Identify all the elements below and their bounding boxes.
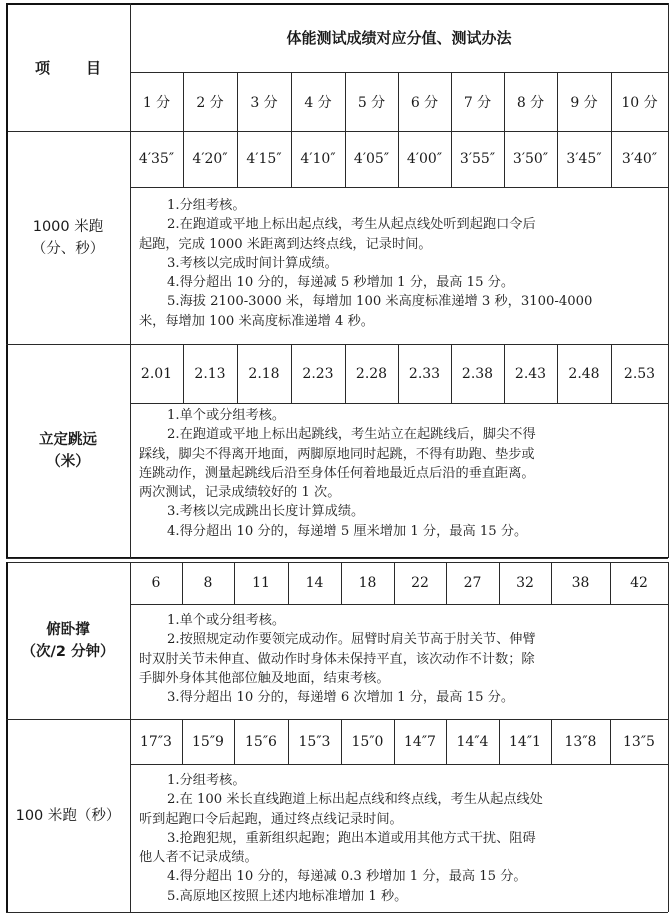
score-value-cell: 27 [463, 575, 482, 591]
grid-line-vertical [611, 131, 612, 187]
test-method-line: 2.按照规定动作要领完成动作。屈臂时肩关节高于肘关节、伸臂 [167, 632, 536, 648]
project-header [6, 3, 130, 131]
score-value-cell: 2.23 [302, 365, 334, 382]
score-value-cell: 8 [203, 575, 213, 591]
score-value-cell: 4′00″ [406, 151, 443, 167]
test-method-line: 4.得分超出 10 分的，每递减 5 秒增加 1 分，最高 15 分。 [167, 275, 515, 291]
project-name-line: （米） [46, 454, 90, 470]
grid-line-vertical [446, 719, 447, 764]
grid-line-vertical [182, 562, 183, 604]
grid-line-horizontal [130, 187, 668, 188]
score-header-cell: 7 分 [463, 94, 492, 111]
grid-line-vertical [451, 344, 452, 403]
grid-line-vertical [237, 131, 238, 187]
test-method-line: 1.分组考核。 [167, 198, 246, 213]
test-method-line: 4.得分超出 10 分的，每递减 0.3 秒增加 1 分，最高 15 分。 [167, 869, 527, 885]
project-name-line: 1000 米跑 [32, 218, 104, 235]
table-title: 体能测试成绩对应分值、测试办法 [286, 29, 512, 47]
test-method-line: 4.得分超出 10 分的，每递增 5 厘米增加 1 分，最高 15 分。 [167, 523, 528, 539]
grid-line-vertical [557, 131, 558, 187]
grid-line-vertical [288, 562, 289, 604]
test-method-line: 踩线，脚尖不得离开地面，两脚原地同时起跳，不得有助跑、垫步或 [139, 446, 535, 462]
score-value-cell: 14″7 [404, 733, 436, 750]
score-value-cell: 14″4 [456, 733, 489, 750]
score-value-cell: 3′50″ [512, 151, 549, 167]
score-header-cell: 4 分 [304, 94, 332, 111]
test-method-line: 两次测试，记录成绩较好的 1 次。 [139, 485, 341, 501]
grid-line-vertical [234, 719, 235, 764]
test-method-line: 他人者不记录成绩。 [139, 850, 258, 866]
test-method-line: 2.在跑道或平地上标出起点线，考生从起点线处听到起跑口令后 [167, 217, 536, 233]
grid-line-vertical [341, 719, 342, 764]
test-method-line: 5.高原地区按照上述内地标准增加 1 秒。 [167, 888, 408, 904]
grid-line-vertical [291, 131, 292, 187]
test-method-line: 1.单个或分组考核。 [167, 613, 286, 628]
score-header-cell: 6 分 [410, 94, 439, 111]
grid-line-vertical [234, 562, 235, 604]
score-header-cell: 5 分 [357, 94, 386, 111]
score-value-cell: 3′40″ [621, 151, 658, 167]
score-header-cell: 8 分 [516, 94, 545, 111]
score-value-cell: 15″9 [192, 733, 224, 750]
score-value-cell: 2.33 [408, 365, 441, 382]
score-value-cell: 2.13 [194, 365, 226, 382]
grid-line-vertical [398, 72, 399, 131]
test-method-line: 手脚外身体其他部位触及地面，结束考核。 [139, 670, 390, 686]
project-name-line: 100 米跑（秒） [15, 807, 121, 824]
grid-line-vertical [291, 72, 292, 131]
grid-line-vertical [394, 719, 395, 764]
grid-line-vertical [557, 344, 558, 403]
score-header-cell: 2 分 [196, 94, 224, 111]
test-method-text [139, 611, 666, 707]
score-value-cell: 2.01 [140, 365, 173, 382]
score-value-cell: 6 [151, 575, 161, 591]
score-value-cell: 2.43 [514, 365, 547, 382]
score-value-cell: 22 [411, 575, 429, 591]
test-method-text [139, 406, 666, 541]
grid-line-vertical [288, 719, 289, 764]
grid-line-vertical [341, 562, 342, 604]
test-method-text [139, 771, 666, 906]
grid-line-vertical [557, 72, 558, 131]
score-value-cell: 2.48 [568, 365, 600, 382]
test-method-line: 1.单个或分组考核。 [167, 408, 286, 423]
grid-line-horizontal [6, 912, 668, 913]
score-value-cell: 15″0 [351, 733, 384, 750]
grid-line-vertical [394, 562, 395, 604]
grid-line-vertical [610, 719, 611, 764]
grid-line-vertical [345, 72, 346, 131]
grid-line-vertical [182, 719, 183, 764]
grid-line-vertical [551, 562, 552, 604]
grid-line-vertical [398, 344, 399, 403]
grid-line-vertical [237, 72, 238, 131]
score-header-cell: 1 分 [142, 94, 171, 111]
project-name [6, 344, 130, 558]
grid-line-vertical [183, 72, 184, 131]
project-name-line: （次/2 分钟） [21, 643, 115, 660]
test-method-line: 3.考核以完成时间计算成绩。 [167, 255, 338, 271]
grid-line-vertical [551, 719, 552, 764]
grid-line-vertical [499, 719, 500, 764]
project-name [6, 131, 130, 344]
score-value-cell: 2.38 [461, 365, 494, 382]
project-name [6, 719, 130, 912]
grid-line-vertical [398, 131, 399, 187]
project-name-line: （分、秒） [31, 240, 105, 257]
grid-line-vertical [451, 72, 452, 131]
test-method-line: 时双肘关节未伸直、做动作时身体未保持平直，该次动作不计数；除 [139, 651, 535, 667]
project-name-line: 俯卧撑 [46, 621, 90, 638]
grid-line-vertical [345, 131, 346, 187]
score-value-cell: 38 [571, 575, 590, 591]
grid-line-vertical [451, 131, 452, 187]
grid-line-vertical [237, 344, 238, 403]
score-value-cell: 13″8 [564, 733, 597, 750]
score-header-cell: 3 分 [250, 94, 278, 111]
test-method-line: 听到起跑口令后起跑，通过终点线记录时间。 [139, 811, 403, 827]
grid-line-vertical [504, 344, 505, 403]
grid-line-vertical [610, 562, 611, 604]
score-value-cell: 3′55″ [459, 151, 496, 167]
test-method-line: 3.得分超出 10 分的，每递增 6 次增加 1 分，最高 15 分。 [167, 690, 515, 706]
score-value-cell: 15″6 [245, 733, 277, 750]
grid-line-vertical [504, 72, 505, 131]
test-method-text [139, 196, 666, 331]
grid-line-vertical [504, 131, 505, 187]
grid-line-vertical [446, 562, 447, 604]
score-value-cell: 13″5 [623, 733, 655, 750]
grid-line-vertical [499, 562, 500, 604]
score-value-cell: 2.28 [355, 365, 388, 382]
score-value-cell: 2.53 [623, 365, 656, 382]
grid-line-vertical [668, 3, 669, 558]
score-value-cell: 15″3 [298, 733, 331, 750]
grid-line-vertical [611, 72, 612, 131]
score-header-cell: 9 分 [570, 94, 598, 111]
score-header-cell: 10 分 [621, 94, 658, 111]
score-value-cell: 14″1 [509, 733, 541, 750]
score-value-cell: 4′05″ [353, 151, 390, 167]
project-name-line: 立定跳远 [39, 432, 97, 448]
score-value-cell: 11 [252, 575, 270, 591]
score-value-cell: 4′35″ [138, 151, 175, 167]
project-name [6, 562, 130, 719]
score-value-cell: 42 [630, 575, 648, 591]
score-value-cell: 32 [516, 575, 534, 591]
score-value-cell: 18 [358, 575, 377, 591]
test-method-line: 3.考核以完成跳出长度计算成绩。 [167, 504, 365, 520]
grid-line-vertical [183, 131, 184, 187]
score-value-cell: 4′10″ [300, 151, 336, 167]
score-value-cell: 2.18 [248, 365, 280, 382]
test-method-line: 米，每增加 100 米高度标准递增 4 秒。 [139, 313, 374, 329]
grid-line-vertical [611, 344, 612, 403]
test-method-line: 2.在跑道或平地上标出起跳线，考生站立在起跳线后，脚尖不得 [167, 427, 536, 443]
score-value-cell: 17″3 [140, 733, 172, 750]
score-value-cell: 4′15″ [246, 151, 282, 167]
grid-line-vertical [183, 344, 184, 403]
score-value-cell: 4′20″ [192, 151, 228, 167]
test-method-line: 5.海拔 2100-3000 米，每增加 100 米高度标准递增 3 秒，3100-4000 [167, 294, 593, 310]
grid-line-horizontal [130, 403, 668, 404]
grid-line-vertical [291, 344, 292, 403]
score-value-cell: 14 [305, 575, 324, 591]
grid-line-horizontal [130, 604, 668, 605]
test-method-line: 1.分组考核。 [167, 773, 246, 788]
grid-line-horizontal [130, 764, 668, 765]
grid-line-vertical [345, 344, 346, 403]
test-method-line: 2.在 100 米长直线跑道上标出起点线和终点线，考生从起点线处 [167, 792, 543, 808]
test-method-line: 起跑，完成 1000 米距离到达终点线，记录时间。 [139, 236, 432, 252]
grid-line-horizontal [6, 558, 668, 559]
grid-line-vertical [668, 562, 669, 912]
project-header-char: 目 [86, 58, 102, 77]
score-value-cell: 3′45″ [566, 151, 602, 167]
test-method-line: 3.抢跑犯规，重新组织起跑；跑出本道或用其他方式干扰、阻碍 [167, 830, 536, 846]
project-header-char: 项 [34, 58, 50, 77]
test-method-line: 连跳动作，测量起跳线后沿至身体任何着地最近点后沿的垂直距离。 [139, 465, 535, 481]
